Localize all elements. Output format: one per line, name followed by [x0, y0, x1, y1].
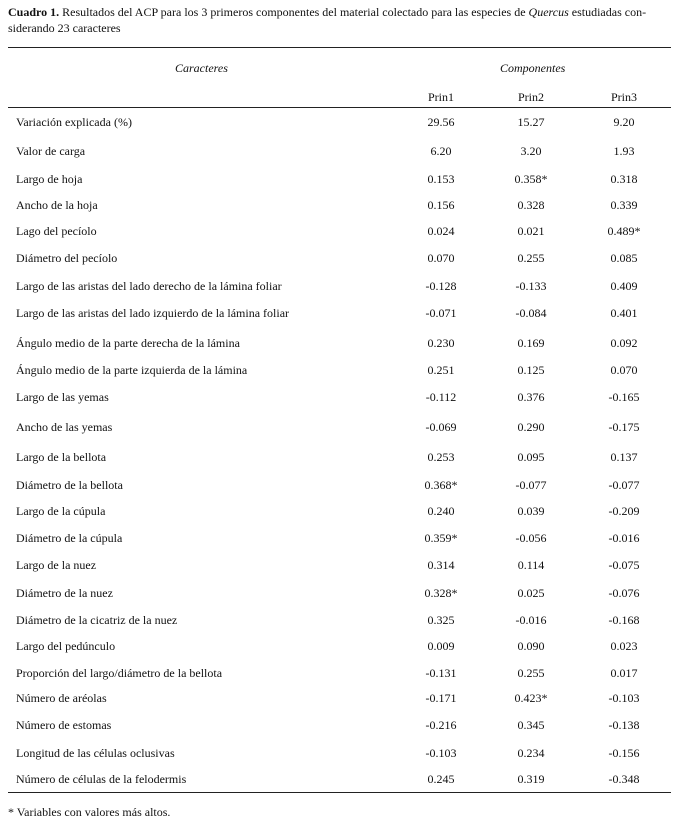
row-label: Lago del pecíolo — [16, 224, 97, 238]
table-caption — [8, 4, 672, 36]
cell-prin2: 0.095 — [517, 450, 545, 464]
cell-prin3: 0.085 — [610, 251, 638, 265]
cell-prin2: 0.376 — [517, 390, 545, 404]
cell-prin3: -0.209 — [608, 504, 640, 518]
table-row — [0, 745, 680, 761]
cell-prin1: 29.56 — [427, 115, 455, 129]
cell-prin2: 0.255 — [517, 666, 545, 680]
cell-prin1: 0.368* — [424, 478, 458, 492]
row-label: Longitud de las células oclusivas — [16, 746, 175, 760]
column-header-prin3: Prin3 — [610, 90, 637, 104]
cell-prin3: 0.017 — [610, 666, 638, 680]
row-label: Diámetro de la bellota — [16, 478, 123, 492]
cell-prin2: 15.27 — [517, 115, 545, 129]
cell-prin1: -0.071 — [425, 306, 457, 320]
table-row — [0, 362, 680, 378]
caption-text-after: estudiadas con- — [568, 5, 647, 19]
cell-prin1: 0.024 — [427, 224, 455, 238]
row-label: Variación explicada (%) — [16, 115, 132, 129]
cell-prin2: 0.021 — [517, 224, 545, 238]
table-row — [0, 665, 680, 681]
cell-prin1: 0.156 — [427, 198, 455, 212]
cell-prin3: -0.156 — [608, 746, 640, 760]
cell-prin3: -0.168 — [608, 613, 640, 627]
cell-prin3: -0.138 — [608, 718, 640, 732]
cell-prin3: 0.401 — [610, 306, 638, 320]
cell-prin1: 0.240 — [427, 504, 455, 518]
cell-prin1: 0.253 — [427, 450, 455, 464]
row-label: Diámetro de la cúpula — [16, 531, 123, 545]
cell-prin2: 0.358* — [514, 172, 548, 186]
table-row — [0, 389, 680, 405]
cell-prin2: 0.255 — [517, 251, 545, 265]
cell-prin2: 0.125 — [517, 363, 545, 377]
header-rule — [8, 107, 671, 108]
table-row — [0, 690, 680, 706]
cell-prin1: -0.103 — [425, 746, 457, 760]
row-label: Ancho de las yemas — [16, 420, 113, 434]
cell-prin3: -0.016 — [608, 531, 640, 545]
row-label: Largo de la cúpula — [16, 504, 106, 518]
row-label: Ancho de la hoja — [16, 198, 98, 212]
table-row — [0, 717, 680, 733]
cell-prin2: -0.084 — [515, 306, 547, 320]
caption-label: Cuadro 1. — [8, 5, 60, 19]
cell-prin3: 9.20 — [613, 115, 635, 129]
cell-prin1: 0.070 — [427, 251, 455, 265]
cell-prin2: 3.20 — [520, 144, 542, 158]
cell-prin3: -0.077 — [608, 478, 640, 492]
cell-prin1: 0.251 — [427, 363, 455, 377]
cell-prin1: 0.153 — [427, 172, 455, 186]
row-label: Número de aréolas — [16, 691, 107, 705]
caption-text-before: Resultados del ACP para los 3 primeros componentes del material colectado para las especies de — [59, 5, 529, 19]
table-row — [0, 771, 680, 787]
table-row — [0, 114, 680, 130]
cell-prin1: 0.325 — [427, 613, 455, 627]
cell-prin2: 0.328 — [517, 198, 545, 212]
cell-prin3: -0.103 — [608, 691, 640, 705]
row-label: Número de estomas — [16, 718, 112, 732]
cell-prin2: 0.169 — [517, 336, 545, 350]
cell-prin1: 6.20 — [430, 144, 452, 158]
table-row — [0, 477, 680, 493]
cell-prin2: -0.077 — [515, 478, 547, 492]
table-row — [0, 197, 680, 213]
table-row — [0, 143, 680, 159]
cell-prin2: 0.025 — [517, 586, 545, 600]
cell-prin1: -0.128 — [425, 279, 457, 293]
cell-prin2: 0.234 — [517, 746, 545, 760]
table-row — [0, 335, 680, 351]
table-row — [0, 171, 680, 187]
row-label: Largo de la nuez — [16, 558, 97, 572]
cell-prin2: 0.345 — [517, 718, 545, 732]
cell-prin3: 0.092 — [610, 336, 638, 350]
row-label: Largo de la bellota — [16, 450, 107, 464]
table-row — [0, 278, 680, 294]
table-row — [0, 612, 680, 628]
row-label: Ángulo medio de la parte derecha de la lámina — [16, 336, 240, 350]
table-bottom-rule — [8, 792, 671, 793]
header-components: Componentes — [500, 61, 566, 75]
column-header-prin1: Prin1 — [427, 90, 454, 104]
row-label: Largo de las yemas — [16, 390, 109, 404]
cell-prin3: 0.023 — [610, 639, 638, 653]
row-label: Número de células de la felodermis — [16, 772, 187, 786]
table-row — [0, 250, 680, 266]
cell-prin3: -0.075 — [608, 558, 640, 572]
cell-prin3: 0.489* — [607, 224, 641, 238]
table-row — [0, 585, 680, 601]
cell-prin2: -0.133 — [515, 279, 547, 293]
cell-prin1: -0.069 — [425, 420, 457, 434]
row-label: Diámetro del pecíolo — [16, 251, 118, 265]
row-label: Largo de las aristas del lado izquierdo de la lámina foliar — [16, 306, 290, 320]
cell-prin1: 0.314 — [427, 558, 455, 572]
cell-prin1: -0.131 — [425, 666, 457, 680]
header-characters: Caracteres — [175, 61, 228, 75]
row-label: Largo de las aristas del lado derecho de la lámina foliar — [16, 279, 282, 293]
cell-prin3: -0.175 — [608, 420, 640, 434]
cell-prin1: 0.245 — [427, 772, 455, 786]
table-row — [0, 530, 680, 546]
table-row — [0, 419, 680, 435]
table-row — [0, 449, 680, 465]
column-header-prin2: Prin2 — [517, 90, 544, 104]
cell-prin3: 0.137 — [610, 450, 638, 464]
cell-prin1: 0.359* — [424, 531, 458, 545]
cell-prin3: 0.070 — [610, 363, 638, 377]
cell-prin3: -0.076 — [608, 586, 640, 600]
table-row — [0, 223, 680, 239]
row-label: Diámetro de la cicatriz de la nuez — [16, 613, 178, 627]
cell-prin2: 0.039 — [517, 504, 545, 518]
cell-prin2: 0.319 — [517, 772, 545, 786]
table-row — [0, 305, 680, 321]
table-row — [0, 638, 680, 654]
row-label: Ángulo medio de la parte izquierda de la lámina — [16, 363, 248, 377]
footnote: * Variables con valores más altos. — [8, 805, 171, 819]
cell-prin1: 0.009 — [427, 639, 455, 653]
caption-genus: Quercus — [528, 5, 569, 19]
cell-prin2: 0.090 — [517, 639, 545, 653]
row-label: Largo de hoja — [16, 172, 83, 186]
caption-line2: siderando 23 caracteres — [8, 21, 121, 35]
cell-prin2: -0.056 — [515, 531, 547, 545]
cell-prin2: 0.423* — [514, 691, 548, 705]
row-label: Proporción del largo/diámetro de la bellota — [16, 666, 223, 680]
table-top-rule — [8, 47, 671, 48]
cell-prin2: 0.114 — [517, 558, 545, 572]
cell-prin1: -0.216 — [425, 718, 457, 732]
cell-prin3: -0.165 — [608, 390, 640, 404]
cell-prin2: 0.290 — [517, 420, 545, 434]
cell-prin3: -0.348 — [608, 772, 640, 786]
cell-prin3: 0.339 — [610, 198, 638, 212]
row-label: Largo del pedúnculo — [16, 639, 116, 653]
cell-prin1: -0.171 — [425, 691, 457, 705]
cell-prin1: 0.328* — [424, 586, 458, 600]
cell-prin1: 0.230 — [427, 336, 455, 350]
row-label: Diámetro de la nuez — [16, 586, 113, 600]
cell-prin3: 0.409 — [610, 279, 638, 293]
row-label: Valor de carga — [16, 144, 86, 158]
table-row — [0, 503, 680, 519]
table-row — [0, 557, 680, 573]
cell-prin2: -0.016 — [515, 613, 547, 627]
cell-prin3: 0.318 — [610, 172, 638, 186]
cell-prin1: -0.112 — [425, 390, 457, 404]
cell-prin3: 1.93 — [613, 144, 635, 158]
